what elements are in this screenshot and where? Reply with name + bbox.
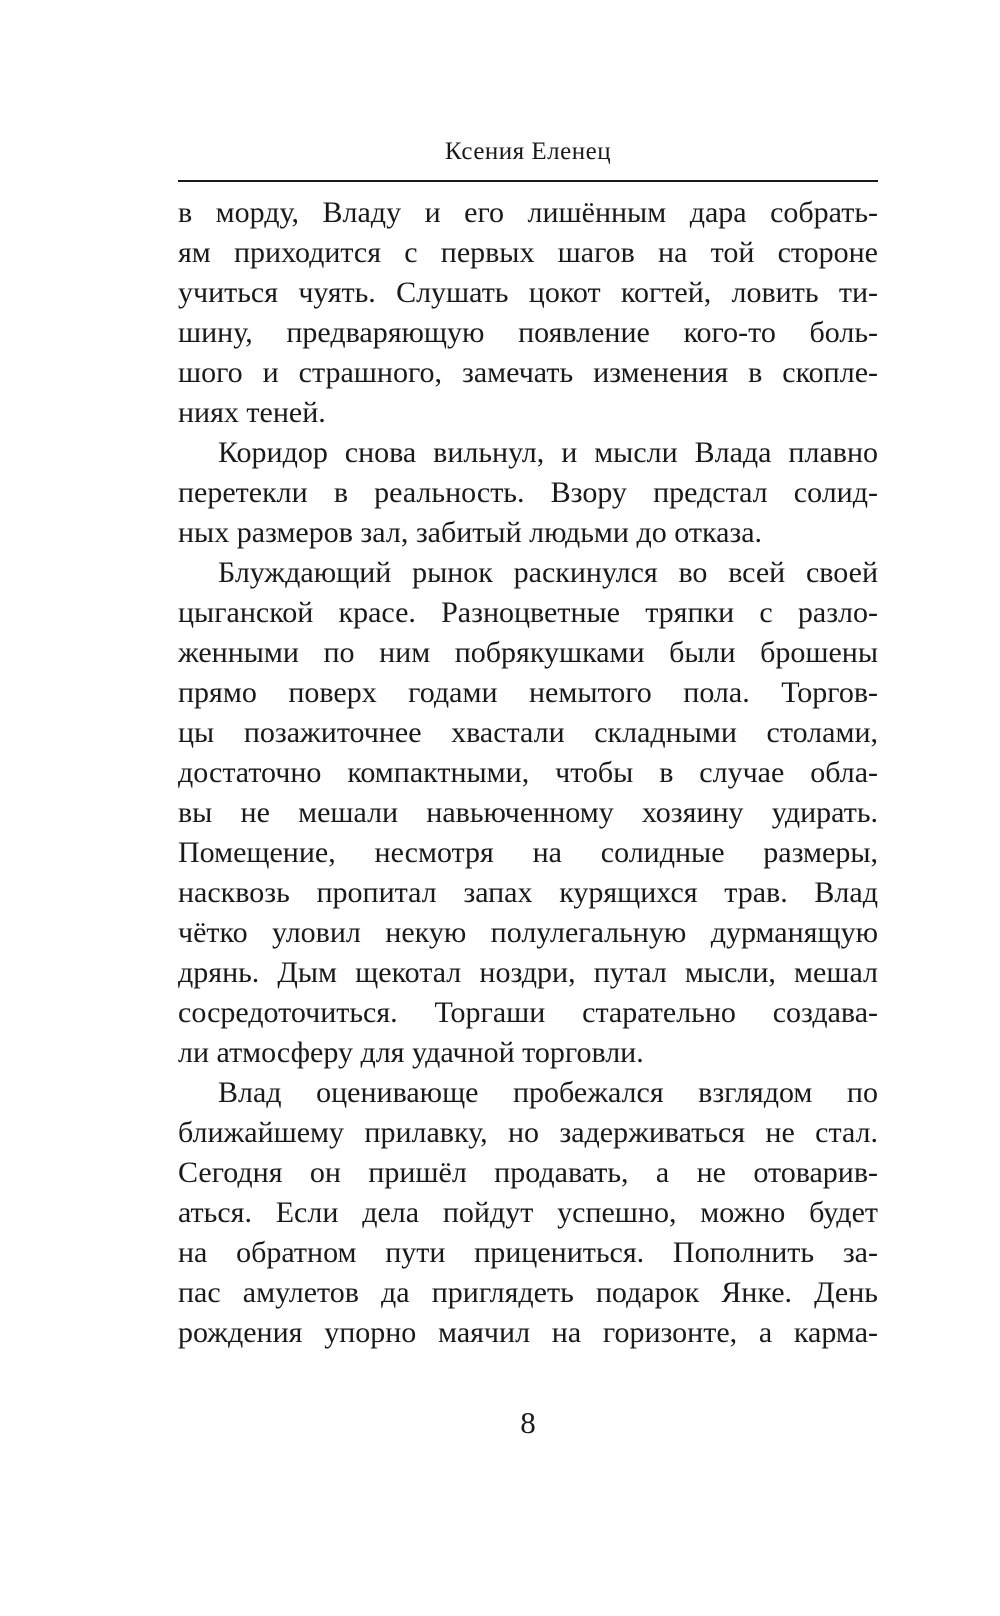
text-line: чётко уловил некую полулегальную дурманящую — [178, 916, 878, 949]
text-line: Помещение, несмотря на солидные размеры, — [178, 836, 878, 869]
text-line: ниях теней. — [178, 396, 326, 429]
text-line: шину, предваряющую появление кого-то боль- — [178, 316, 878, 349]
text-line: пас амулетов да приглядеть подарок Янке. День — [178, 1276, 878, 1309]
text-line: цыганской красе. Разноцветные тряпки с разло- — [178, 596, 878, 629]
text-line: Сегодня он пришёл продавать, а не отоварив- — [178, 1156, 878, 1189]
text-line: ных размеров зал, забитый людьми до отказа. — [178, 516, 763, 549]
text-line: рождения упорно маячил на горизонте, а карма- — [178, 1316, 878, 1349]
page-number: 8 — [520, 1405, 536, 1440]
text-line: перетекли в реальность. Взору предстал солид- — [178, 476, 878, 509]
text-line: Влад оценивающе пробежался взглядом по — [218, 1076, 878, 1109]
text-line: учиться чуять. Слушать цокот когтей, ловить ти- — [178, 276, 878, 309]
text-line: Блуждающий рынок раскинулся во всей своей — [218, 556, 878, 589]
text-line: на обратном пути прицениться. Пополнить за- — [178, 1236, 878, 1269]
text-line: шого и страшного, замечать изменения в скопле- — [178, 356, 878, 389]
text-line: сосредоточиться. Торгаши старательно создава- — [178, 996, 878, 1029]
body-text — [178, 193, 878, 1353]
text-line: вы не мешали навьюченному хозяину удирать. — [178, 796, 878, 829]
text-line: в морду, Владу и его лишённым дара собрать- — [178, 196, 878, 229]
text-line: цы позажиточнее хвастали складными столами, — [178, 716, 878, 749]
text-line: насквозь пропитал запах курящихся трав. Влад — [178, 876, 878, 909]
text-line: прямо поверх годами немытого пола. Торгов- — [178, 676, 878, 709]
text-line: Коридор снова вильнул, и мысли Влада плавно — [218, 436, 878, 469]
header-rule — [178, 180, 878, 182]
text-line: ближайшему прилавку, но задерживаться не стал. — [178, 1116, 878, 1149]
text-line: достаточно компактными, чтобы в случае обла- — [178, 756, 878, 789]
text-line: женными по ним побрякушками были брошены — [178, 636, 878, 669]
text-line: дрянь. Дым щекотал ноздри, путал мысли, мешал — [178, 956, 878, 989]
text-line: ли атмосферу для удачной торговли. — [178, 1036, 644, 1069]
text-line: аться. Если дела пойдут успешно, можно будет — [178, 1196, 878, 1229]
running-head: Ксения Еленец — [444, 138, 612, 165]
text-line: ям приходится с первых шагов на той стороне — [178, 236, 878, 269]
